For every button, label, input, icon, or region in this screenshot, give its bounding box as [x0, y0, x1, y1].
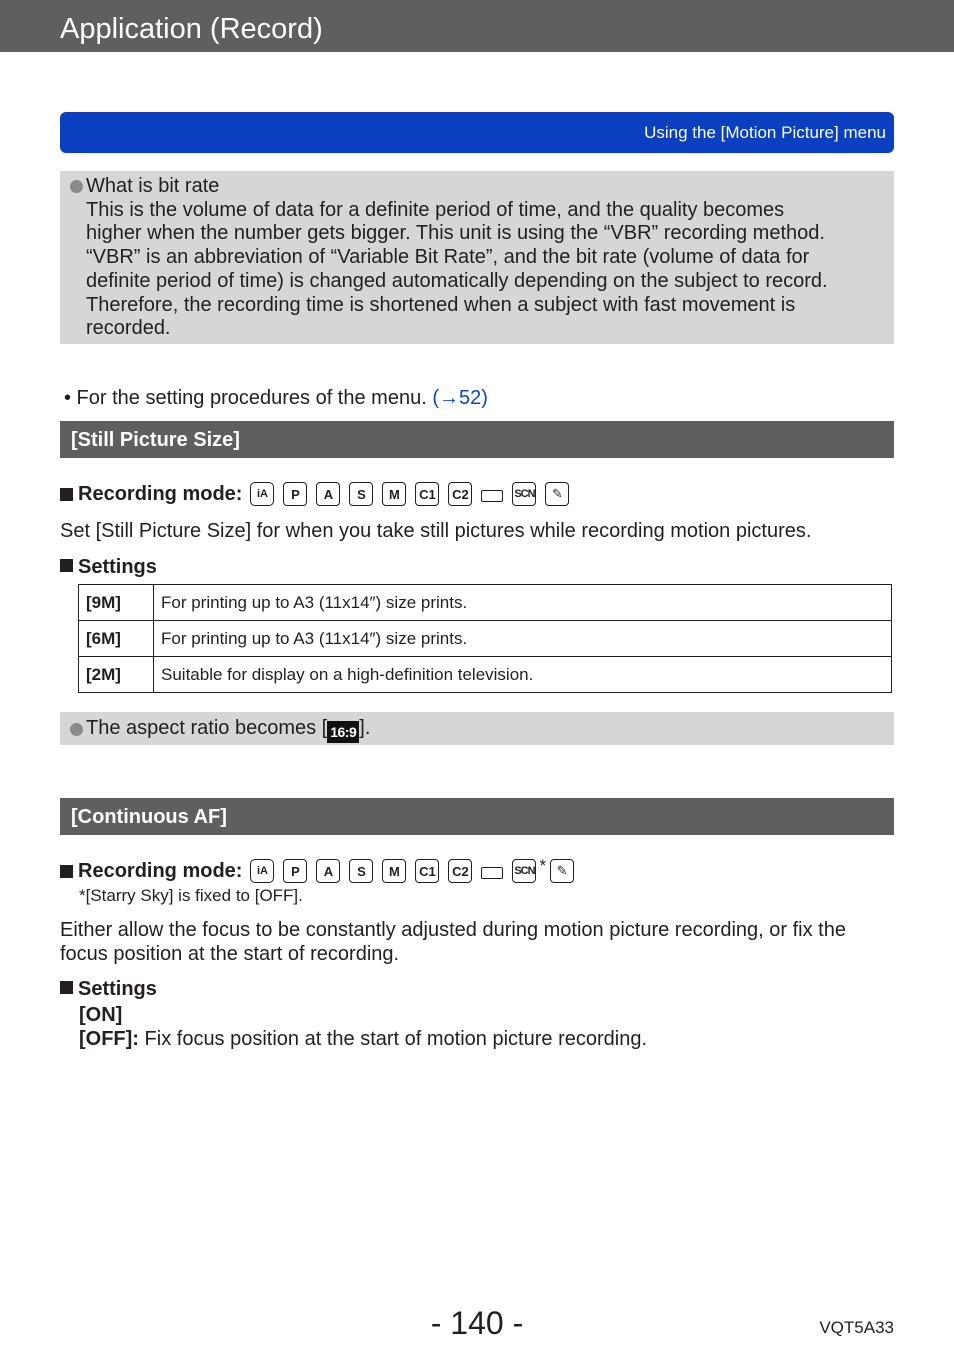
aspect-16-9-icon: 16:9: [327, 721, 359, 743]
continuous-af-heading-label: [Continuous AF]: [71, 806, 227, 828]
still-settings-label-row: [60, 555, 157, 579]
bit-rate-note-line: recorded.: [86, 317, 171, 340]
creative-control-mode-icon: ✎: [550, 859, 574, 883]
starry-sky-footnote: *[Starry Sky] is fixed to [OFF].: [79, 886, 303, 905]
continuous-af-heading: [60, 798, 894, 835]
c1-mode-icon: C1: [415, 482, 439, 506]
size-key: [2M]: [79, 657, 154, 693]
square-bullet-icon: [60, 488, 73, 501]
aspect-ratio-note: [60, 712, 894, 745]
bit-rate-note-line: higher when the number gets bigger. This unit is using the “VBR” recording method.: [86, 222, 825, 245]
size-key: [6M]: [79, 621, 154, 657]
page-header-title: Application (Record): [60, 13, 323, 45]
recording-mode-label: Recording mode:: [78, 860, 243, 882]
scn-mode-icon: SCN: [512, 482, 536, 506]
table-row: [79, 657, 892, 693]
a-mode-icon: A: [316, 859, 340, 883]
af-off-label: [OFF]:: [79, 1028, 139, 1050]
af-settings-label-row: [60, 977, 157, 1001]
af-off-text: Fix focus position at the start of motion picture recording.: [138, 1028, 648, 1050]
size-description: Suitable for display on a high-definition television.: [154, 657, 892, 693]
setting-procedure-note: [64, 386, 488, 410]
bit-rate-note-title: What is bit rate: [86, 175, 220, 197]
size-key: [9M]: [79, 585, 154, 621]
still-recording-modes: [60, 482, 578, 506]
table-row: [79, 621, 892, 657]
continuous-af-description-line: focus position at the start of recording.: [60, 943, 400, 965]
still-picture-size-description: Set [Still Picture Size] for when you take still pictures while recording motion pictures.: [60, 520, 812, 542]
page-header-bar: [0, 0, 954, 52]
bit-rate-note-line: definite period of time) is changed automatically depending on the subject to record.: [86, 269, 828, 292]
still-picture-size-heading-label: [Still Picture Size]: [71, 429, 240, 451]
p-mode-icon: P: [283, 482, 307, 506]
p-mode-icon: P: [283, 859, 307, 883]
c2-mode-icon: C2: [448, 482, 472, 506]
scn-mode-icon: SCN: [512, 859, 536, 883]
creative-video-mode-icon: [481, 490, 503, 502]
square-bullet-icon: [60, 981, 73, 994]
af-on-option: [ON]: [79, 1004, 123, 1026]
bit-rate-note: [60, 171, 894, 344]
aspect-note-suffix: ].: [359, 717, 371, 739]
bit-rate-note-line: “VBR” is an abbreviation of “Variable Bit Rate”, and the bit rate (volume of data for: [86, 246, 810, 269]
document-code: VQT5A33: [819, 1318, 894, 1337]
square-bullet-icon: [60, 559, 73, 572]
bit-rate-note-text: [86, 175, 874, 341]
s-mode-icon: S: [349, 482, 373, 506]
continuous-af-description: [60, 918, 846, 966]
square-bullet-icon: [60, 865, 73, 878]
m-mode-icon: M: [382, 859, 406, 883]
c1-mode-icon: C1: [415, 859, 439, 883]
ia-mode-icon: iA: [250, 482, 274, 506]
section-banner-label: Using the [Motion Picture] menu: [644, 123, 886, 142]
size-description: For printing up to A3 (11x14″) size prints.: [154, 621, 892, 657]
af-recording-modes: [60, 856, 583, 883]
table-row: [79, 585, 892, 621]
settings-label: Settings: [78, 556, 157, 578]
still-picture-size-heading: [60, 421, 894, 458]
scn-footnote-asterisk: *: [539, 856, 547, 875]
section-banner: [60, 112, 894, 153]
ia-mode-icon: iA: [250, 859, 274, 883]
bit-rate-note-line: Therefore, the recording time is shortened when a subject with fast movement is: [86, 293, 796, 316]
a-mode-icon: A: [316, 482, 340, 506]
page-reference-link[interactable]: (→52): [432, 387, 488, 409]
creative-control-mode-icon: ✎: [545, 482, 569, 506]
size-description: For printing up to A3 (11x14″) size prints.: [154, 585, 892, 621]
bit-rate-note-line: This is the volume of data for a definite period of time, and the quality becomes: [86, 198, 785, 221]
settings-label: Settings: [78, 978, 157, 1000]
af-off-option: [79, 1027, 647, 1051]
page-number: - 140 -: [430, 1305, 524, 1341]
c2-mode-icon: C2: [448, 859, 472, 883]
recording-mode-label: Recording mode:: [78, 483, 243, 505]
aspect-note-prefix: The aspect ratio becomes [: [86, 717, 328, 739]
s-mode-icon: S: [349, 859, 373, 883]
m-mode-icon: M: [382, 482, 406, 506]
creative-video-mode-icon: [481, 867, 503, 879]
still-picture-size-table: [78, 584, 892, 693]
continuous-af-description-line: Either allow the focus to be constantly adjusted during motion picture recording, or fix the: [60, 919, 846, 941]
setting-procedure-text: • For the setting procedures of the menu.: [64, 387, 433, 409]
bullet-icon: [70, 180, 83, 193]
bullet-icon: [70, 723, 83, 736]
aspect-ratio-note-text: [86, 717, 874, 743]
